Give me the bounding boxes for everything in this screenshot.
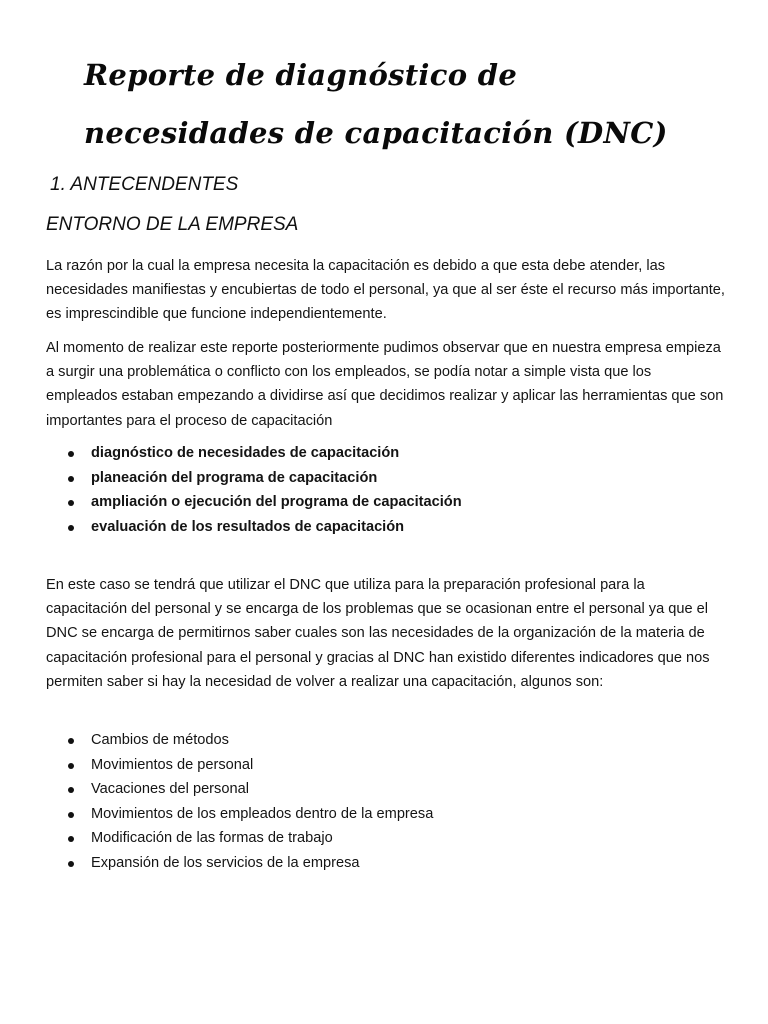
- list-item: [46, 441, 462, 466]
- list-item-label: Expansión de los servicios de la empresa: [91, 854, 360, 871]
- bullet-icon: [68, 861, 74, 867]
- document-title: Reporte de diagnóstico de necesidades de capacitación (DNC): [84, 58, 668, 150]
- list-item-label: Vacaciones del personal: [91, 781, 249, 798]
- paragraph-1: La razón por la cual la empresa necesita la capacitación es debido a que esta debe atender, las necesidades manifiestas y encubiertas de todo el personal, ya que al ser éste el recurso más importante, es imprescindible que funcione independientemente.: [46, 258, 725, 323]
- list-item-label: Movimientos de personal: [91, 756, 254, 773]
- subheading: ENTORNO DE LA EMPRESA: [46, 214, 299, 235]
- bullet-icon: [68, 451, 74, 457]
- list-item: [46, 466, 462, 491]
- bullet-icon: [68, 500, 74, 506]
- list-item-label: planeación del programa de capacitación: [91, 469, 378, 486]
- list-item-label: diagnóstico de necesidades de capacitación: [91, 445, 400, 461]
- list-item: [46, 728, 433, 753]
- list-item: [46, 777, 433, 802]
- section-heading: 1. ANTECENDENTES: [50, 174, 239, 195]
- process-steps-list: [46, 441, 462, 539]
- list-item: [46, 753, 433, 778]
- list-item: [46, 802, 433, 827]
- list-item-label: Modificación de las formas de trabajo: [91, 830, 333, 847]
- list-item-label: Movimientos de los empleados dentro de la empresa: [91, 805, 434, 822]
- paragraph-2: Al momento de realizar este reporte posteriormente pudimos observar que en nuestra empresa empieza a surgir una problemática o conflicto con los empleados, se podía notar a simple vista que los empleados estaban empezando a dividirse así que decidimos realizar y aplicar las herramientas que son importantes para el proceso de capacitación: [46, 340, 724, 429]
- bullet-icon: [68, 812, 74, 818]
- bullet-icon: [68, 738, 74, 744]
- list-item-label: ampliación o ejecución del programa de capacitación: [91, 494, 462, 511]
- list-item-label: Cambios de métodos: [91, 732, 229, 748]
- list-item: [46, 490, 462, 515]
- bullet-icon: [68, 836, 74, 842]
- paragraph-3: En este caso se tendrá que utilizar el DNC que utiliza para la preparación profesional para la capacitación del personal y se encarga de los problemas que se ocasionan entre el personal ya que el DNC se encarga de permitirnos saber cuales son las necesidades de la organización de la materia de capacitación profesional para el personal y gracias al DNC han existido diferentes indicadores que nos permiten saber si hay la necesidad de volver a realizar una capacitación, algunos son:: [46, 577, 710, 690]
- bullet-icon: [68, 525, 74, 531]
- list-item: [46, 515, 462, 540]
- list-item-label: evaluación de los resultados de capacitación: [91, 518, 405, 535]
- bullet-icon: [68, 763, 74, 769]
- indicators-list: [46, 728, 433, 876]
- list-item: [46, 851, 433, 876]
- bullet-icon: [68, 787, 74, 793]
- list-item: [46, 826, 433, 851]
- bullet-icon: [68, 476, 74, 482]
